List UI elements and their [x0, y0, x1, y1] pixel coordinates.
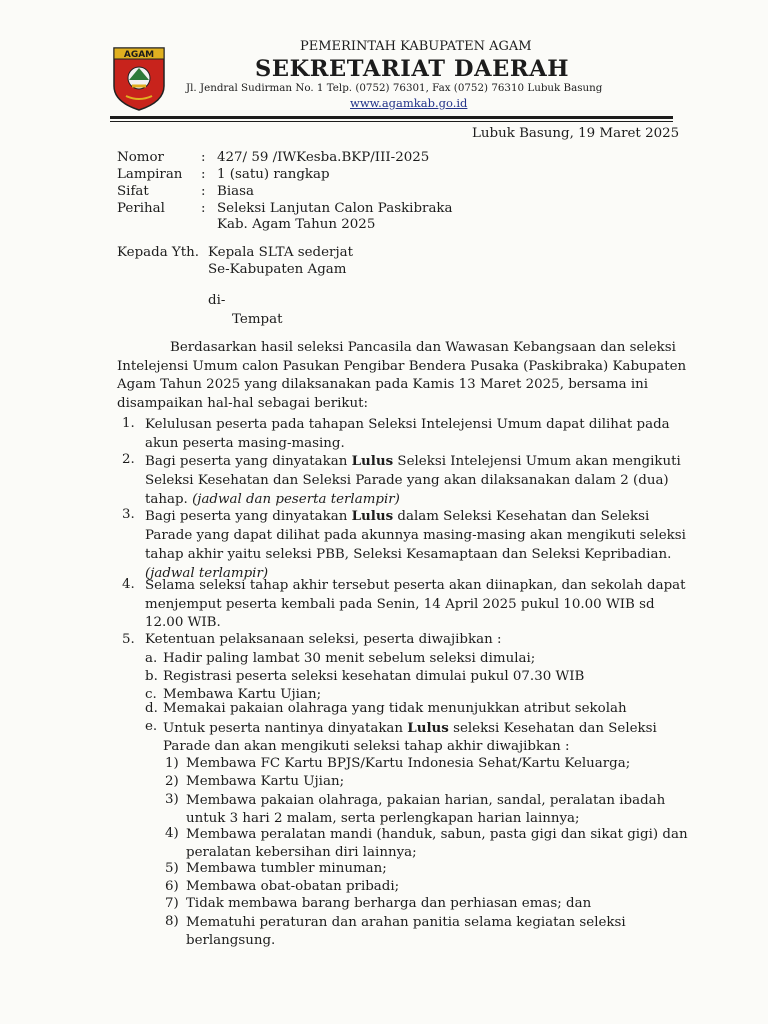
item-text: Membawa pakaian olahraga, pakaian harian, sandal, peralatan ibadah — [186, 793, 666, 808]
intro-line: disampaikan hal-hal sebagai berikut: — [117, 395, 369, 411]
requirement-2: Membawa Kartu Ujian; — [186, 774, 345, 789]
subsub-number: 1) — [165, 756, 179, 771]
meta-label-sifat: Sifat — [117, 184, 149, 199]
header-divider-thin — [110, 121, 673, 122]
recipient-line2: Se-Kabupaten Agam — [208, 262, 347, 277]
meta-value-lampiran: 1 (satu) rangkap — [217, 167, 330, 182]
list-item-5: Ketentuan pelaksanaan seleksi, peserta diwajibkan : — [145, 632, 502, 647]
header-divider-thick — [110, 116, 673, 119]
government-name: PEMERINTAH KABUPATEN AGAM — [300, 39, 532, 54]
item-number: 1. — [122, 416, 135, 431]
subitem-letter: e. — [145, 719, 158, 734]
item-text: Untuk peserta nantinya dinyatakan Lulus seleksi Kesehatan dan Seleksi — [163, 720, 657, 736]
item-text: menjemput peserta kembali pada Senin, 14 April 2025 pukul 10.00 WIB sd — [145, 596, 655, 612]
requirement-4 — [186, 826, 688, 861]
intro-line: Agam Tahun 2025 yang dilaksanakan pada Kamis 13 Maret 2025, bersama ini — [117, 377, 649, 393]
recipient-tempat: Tempat — [232, 312, 283, 327]
meta-value-perihal: Seleksi Lanjutan Calon Paskibraka — [217, 201, 453, 216]
subitem-letter: a. — [145, 651, 158, 666]
item-text: peralatan kebersihan diri lainnya; — [186, 844, 417, 860]
item-text: 12.00 WIB. — [145, 615, 221, 630]
meta-value-nomor: 427/ 59 /IWKesba.BKP/III-2025 — [217, 150, 430, 165]
item-text: Bagi peserta yang dinyatakan Lulus Seleksi Intelejensi Umum akan mengikuti — [145, 453, 681, 469]
item-text: Membawa peralatan mandi (handuk, sabun, pasta gigi dan sikat gigi) dan — [186, 827, 688, 842]
list-item-4 — [145, 577, 686, 633]
office-address: Jl. Jendral Sudirman No. 1 Telp. (0752) 76301, Fax (0752) 76310 Lubuk Basung — [186, 82, 603, 94]
meta-colon: : — [201, 201, 206, 216]
intro-line: Berdasarkan hasil seleksi Pancasila dan Wawasan Kebangsaan dan seleksi — [170, 340, 676, 355]
list-item-1 — [145, 416, 670, 453]
lulus-emphasis: Lulus — [407, 720, 449, 736]
lulus-emphasis: Lulus — [351, 453, 394, 469]
requirement-8 — [186, 914, 626, 949]
requirement-1: Membawa FC Kartu BPJS/Kartu Indonesia Sehat/Kartu Keluarga; — [186, 756, 631, 771]
item-text: Selama seleksi tahap akhir tersebut peserta akan diinapkan, dan sekolah dapat — [145, 578, 686, 593]
subsub-number: 7) — [165, 896, 179, 911]
item-number: 4. — [122, 577, 135, 592]
list-item-2 — [145, 452, 681, 509]
subitem-letter: c. — [145, 687, 157, 702]
agam-regency-emblem-icon — [112, 46, 166, 112]
schedule-note: (jadwal terlampir) — [145, 566, 269, 581]
meta-label-nomor: Nomor — [117, 150, 164, 165]
subitem-b: Registrasi peserta seleksi kesehatan dimulai pukul 07.30 WIB — [163, 669, 585, 684]
subitem-c: Membawa Kartu Ujian; — [163, 687, 322, 702]
intro-paragraph — [117, 339, 687, 413]
emblem-text: AGAM — [123, 50, 155, 60]
item-text: untuk 3 hari 2 malam, serta perlengkapan harian lainnya; — [186, 810, 580, 826]
item-text: Bagi peserta yang dinyatakan Lulus dalam Seleksi Kesehatan dan Seleksi — [145, 508, 650, 524]
item-text: Seleksi Kesehatan dan Seleksi Parade yang akan dilaksanakan dalam 2 (dua) — [145, 473, 669, 488]
item-number: 3. — [122, 507, 135, 522]
meta-label-perihal: Perihal — [117, 201, 165, 216]
recipient-di: di- — [208, 293, 226, 308]
requirement-3 — [186, 792, 665, 827]
item-text: Parade dan akan mengikuti seleksi tahap akhir diwajibkan : — [163, 739, 570, 754]
item-text: Kelulusan peserta pada tahapan Seleksi Intelejensi Umum dapat dilihat pada — [145, 417, 670, 432]
schedule-note: (jadwal dan peserta terlampir) — [192, 492, 400, 507]
item-number: 5. — [122, 632, 135, 647]
requirement-6: Membawa obat-obatan pribadi; — [186, 879, 400, 894]
requirement-5: Membawa tumbler minuman; — [186, 861, 387, 876]
subitem-d: Memakai pakaian olahraga yang tidak menunjukkan atribut sekolah — [163, 701, 627, 716]
subitem-letter: d. — [145, 701, 158, 716]
subitem-a: Hadir paling lambat 30 menit sebelum seleksi dimulai; — [163, 651, 536, 666]
item-number: 2. — [122, 452, 135, 467]
meta-colon: : — [201, 150, 206, 165]
office-name: SEKRETARIAT DAERAH — [255, 56, 570, 82]
list-item-3 — [145, 507, 686, 583]
lulus-emphasis: Lulus — [351, 508, 394, 524]
recipient-prefix: Kepada Yth. — [117, 245, 200, 260]
website-link[interactable]: www.agamkab.go.id — [350, 96, 468, 110]
item-text: tahap. (jadwal dan peserta terlampir) — [145, 492, 400, 507]
subitem-letter: b. — [145, 669, 158, 684]
item-text: tahap akhir yaitu seleksi PBB, Seleksi Kesamaptaan dan Seleksi Kepribadian. — [145, 547, 672, 562]
item-text: Mematuhi peraturan dan arahan panitia selama kegiatan seleksi — [186, 915, 626, 930]
item-text: Parade yang dapat dilihat pada akunnya masing-masing akan mengikuti seleksi — [145, 528, 686, 543]
subsub-number: 2) — [165, 774, 179, 789]
recipient-line1: Kepala SLTA sederjat — [208, 245, 353, 260]
meta-label-lampiran: Lampiran — [117, 167, 183, 182]
intro-line: Intelejensi Umum calon Pasukan Pengibar Bendera Pusaka (Paskibraka) Kabupaten — [117, 358, 687, 374]
meta-colon: : — [201, 167, 206, 182]
subsub-number: 5) — [165, 861, 179, 876]
requirement-7: Tidak membawa barang berharga dan perhiasan emas; dan — [186, 896, 592, 911]
letter-date: Lubuk Basung, 19 Maret 2025 — [472, 126, 680, 141]
subsub-number: 4) — [165, 826, 179, 841]
item-text: berlangsung. — [186, 932, 276, 948]
subsub-number: 6) — [165, 879, 179, 894]
meta-value-sifat: Biasa — [217, 184, 254, 199]
subsub-number: 8) — [165, 914, 179, 929]
meta-colon: : — [201, 184, 206, 199]
subitem-e — [163, 719, 657, 756]
item-text: akun peserta masing-masing. — [145, 435, 345, 451]
meta-value-perihal-line2: Kab. Agam Tahun 2025 — [217, 217, 376, 232]
subsub-number: 3) — [165, 792, 179, 807]
